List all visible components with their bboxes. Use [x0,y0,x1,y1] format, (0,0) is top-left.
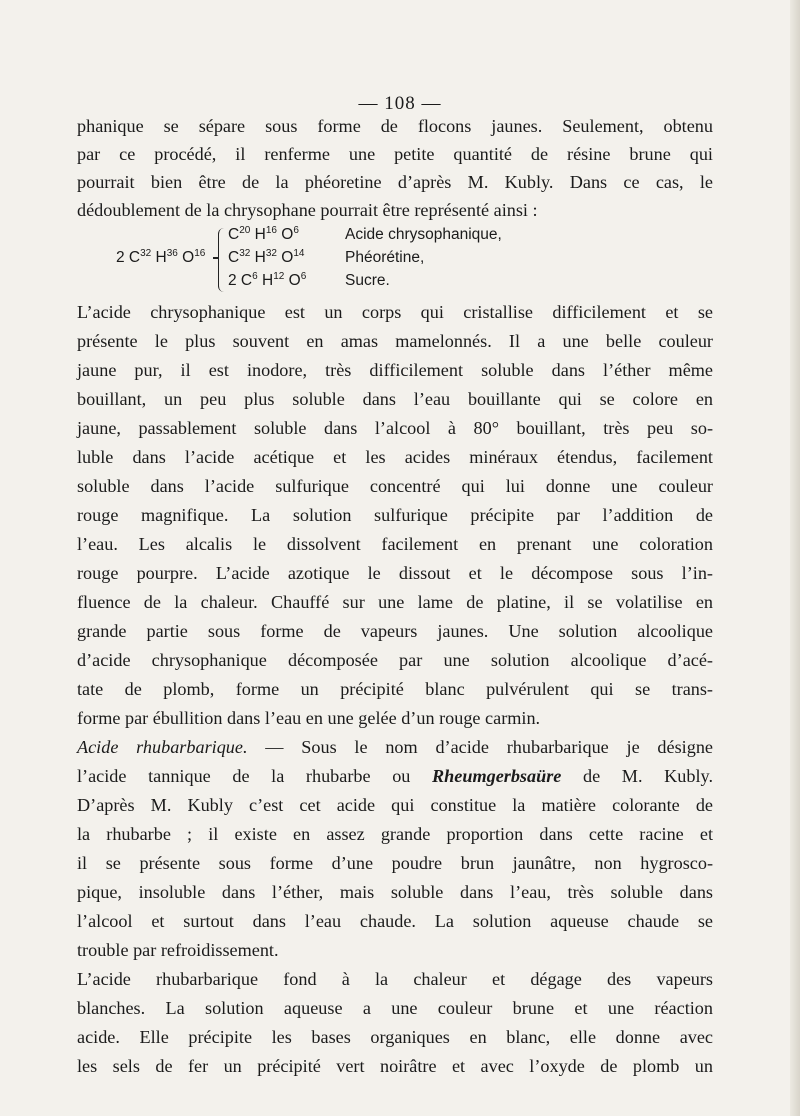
text-line: les sels de fer un précipité vert noirâtre et avec l’oxyde de plomb un [77,1056,713,1076]
formula-product: $C^{32}$ $H^{32}$ $O^{14}$ [228,248,305,266]
text-line: jaune pur, il est inodore, très difficilement soluble dans l’éther même [77,360,713,380]
text-line: rouge magnifique. La solution sulfurique précipite par l’addition de [77,505,713,525]
text-line: dédoublement de la chrysophane pourrait être représenté ainsi : [77,200,538,220]
text-line: d’acide chrysophanique décomposée par une solution alcoolique d’acé- [77,650,713,670]
text-line: présente le plus souvent en amas mamelonnés. Il a une belle couleur [77,331,713,351]
product-name: Sucre. [345,272,390,289]
text-line: l’alcool et surtout dans l’eau chaude. La solution aqueuse chaude se [77,911,713,931]
text-line: tate de plomb, forme un précipité blanc pulvérulent qui se trans- [77,679,713,699]
curly-brace [218,228,225,292]
formula-product: $C^{20}$ $H^{16}$ $O^6$ [228,225,299,243]
formula-product: 2 $C^6$ $H^{12}$ $O^6$ [228,271,307,289]
page-edge [790,0,800,1116]
product-name: Acide chrysophanique, [345,226,502,243]
text-line: forme par ébullition dans l’eau en une gelée d’un rouge carmin. [77,708,541,728]
text-line: pourrait bien être de la phéoretine d’après M. Kubly. Dans ce cas, le [77,172,713,192]
text-line: phanique se sépare sous forme de flocons jaunes. Seulement, obtenu [77,116,713,136]
text-line: par ce procédé, il renferme une petite quantité de résine brune qui [77,144,713,164]
text-line: blanches. La solution aqueuse a une couleur brune et une réaction [77,998,713,1018]
text-line: fluence de la chaleur. Chauffé sur une lame de platine, il se volatilise en [77,592,713,612]
product-name: Phéorétine, [345,249,425,266]
text-line: grande partie sous forme de vapeurs jaunes. Une solution alcoolique [77,621,713,641]
text-line: L’acide rhubarbarique fond à la chaleur et dégage des vapeurs [77,969,713,989]
text-line: il se présente sous forme d’une poudre brun jaunâtre, non hygrosco- [77,853,713,873]
text-line: l’eau. Les alcalis le dissolvent facilement en prenant une coloration [77,534,713,554]
page-number: — 108 — [358,93,442,114]
text-line: l’acide tannique de la rhubarbe ou Rheumgerbsaüre de M. Kubly. [77,766,713,786]
text-line: jaune, passablement soluble dans l’alcool à 80° bouillant, très peu so- [77,418,713,438]
text-line: bouillant, un peu plus soluble dans l’eau bouillante qui se colore en [77,389,713,409]
text-line: pique, insoluble dans l’éther, mais soluble dans l’eau, très soluble dans [77,882,713,902]
text-line: Acide rhubarbarique. — Sous le nom d’acide rhubarbarique je désigne [77,737,713,757]
text-line: rouge pourpre. L’acide azotique le dissout et le décompose sous l’in- [77,563,713,583]
text-line: L’acide chrysophanique est un corps qui cristallise difficilement et se [77,302,713,322]
section-title: Acide rhubarbarique. [77,737,248,757]
text-line: acide. Elle précipite les bases organiques en blanc, elle donne avec [77,1027,713,1047]
text-line: luble dans l’acide acétique et les acides minéraux étendus, facilement [77,447,713,467]
text-line: trouble par refroidissement. [77,940,279,960]
text-line: D’après M. Kubly c’est cet acide qui constitue la matière colorante de [77,795,713,815]
formula-reactant: 2 $C^{32}$ $H^{36}$ $O^{16}$ [116,248,206,266]
text-line: la rhubarbe ; il existe en assez grande proportion dans cette racine et [77,824,713,844]
text-line: soluble dans l’acide sulfurique concentré qui lui donne une couleur [77,476,713,496]
